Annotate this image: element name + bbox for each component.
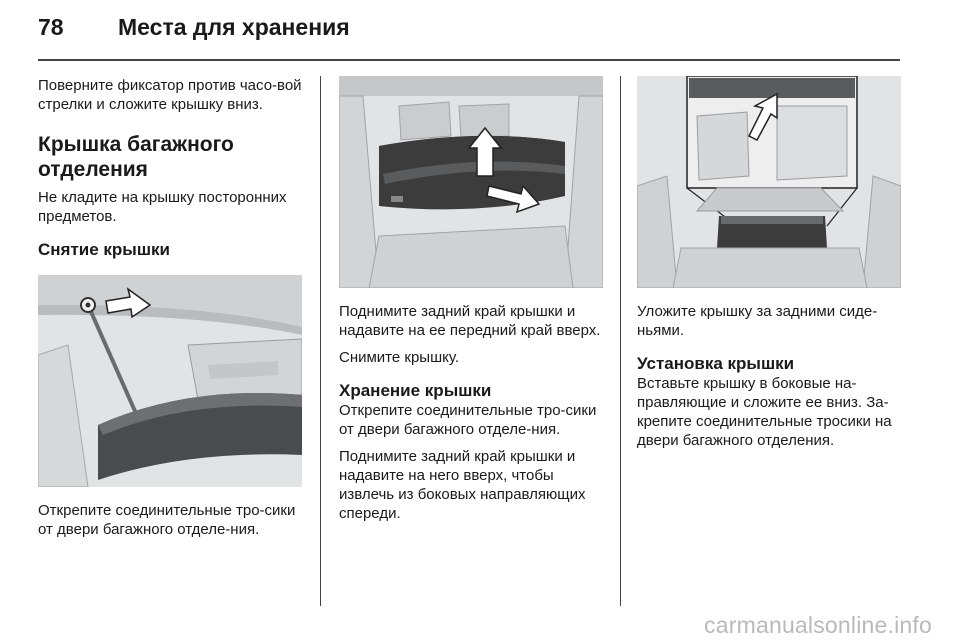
install-subheading: Установка крышки: [637, 354, 795, 373]
column-divider-2: [620, 76, 621, 606]
cover-heading: Крышка багажного отделения: [38, 133, 234, 181]
install-text: Вставьте крышку в боковые на-правляющие и сложите ее вниз. За-крепите соединительные тросики на двери багажного отделения.: [637, 375, 892, 449]
storage-text-1: Открепите соединительные тро-сики от двери багажного отделе-ния.: [339, 402, 597, 438]
page-header: [38, 14, 900, 60]
section-title: Места для хранения: [118, 14, 350, 40]
page-number: 78: [38, 14, 64, 40]
column-2: [339, 76, 605, 523]
remove-text: Снимите крышку.: [339, 349, 460, 366]
illustration-1-caption: Открепите соединительные тро-сики от двери багажного отделе-ния.: [38, 502, 296, 538]
column-divider-1: [320, 76, 321, 606]
stow-caption: Уложите крышку за задними сиде-ньями.: [637, 303, 878, 339]
watermark: carmanualsonline.info: [704, 612, 932, 638]
removal-subheading: Снятие крышки: [38, 240, 170, 259]
storage-text-2: Поднимите задний край крышки и надавите на него вверх, чтобы извлечь из боковых направляющих спереди.: [339, 448, 586, 522]
column-3: [637, 76, 903, 450]
intro-text: Поверните фиксатор против часо-вой стрелки и сложите крышку вниз.: [38, 77, 302, 113]
header-divider: [38, 59, 900, 61]
illustration-lift-cover: [339, 76, 603, 288]
warning-text: Не кладите на крышку посторонних предметов.: [38, 189, 287, 225]
storage-subheading: Хранение крышки: [339, 381, 492, 400]
lift-text: Поднимите задний край крышки и надавите на ее передний край вверх.: [339, 303, 601, 339]
column-1: [38, 76, 304, 539]
illustration-stow-cover: [637, 76, 901, 288]
illustration-tailgate-cable: [38, 275, 302, 487]
